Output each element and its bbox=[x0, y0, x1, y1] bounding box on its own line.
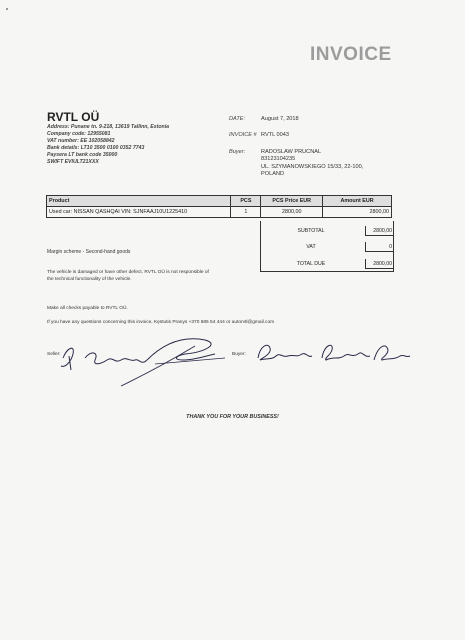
total-row bbox=[261, 259, 393, 269]
invoice-number-label: INVOICE # bbox=[229, 132, 257, 138]
buyer-id: 83123104235 bbox=[261, 156, 296, 163]
disclaimer bbox=[47, 269, 209, 283]
buyer-street: UL. SZYMANOWSKIEGO 15/33, 22-100, bbox=[261, 163, 364, 170]
bank-name: Paysera LT bank code 35000 bbox=[47, 152, 118, 159]
cell-product: Used car: NISSAN QASHQAI VIN: SJNFAAJ10U1225410 bbox=[47, 207, 231, 218]
buyer-label: Buyer: bbox=[229, 149, 246, 155]
header-pcs: PCS bbox=[231, 196, 261, 207]
table-header-row bbox=[47, 196, 392, 207]
checks-payable-note: Make all checks payable to RVTL OÜ. bbox=[47, 306, 128, 311]
disclaimer-line-1: The vehicle is damaged or have other defect. RVTL OÜ is not responsible of bbox=[47, 270, 209, 275]
seller-signature-label: Seller: bbox=[47, 352, 61, 357]
items-table bbox=[46, 195, 392, 218]
vat-value: 0 bbox=[365, 242, 393, 252]
company-details bbox=[47, 124, 227, 167]
header-price: PCS Price EUR bbox=[261, 196, 323, 207]
buyer-details bbox=[261, 149, 363, 179]
bank-details: Bank details: LT10 3500 0100 0352 7743 bbox=[47, 145, 145, 152]
buyer-signature bbox=[254, 336, 414, 372]
buyer-country: POLAND bbox=[261, 171, 285, 178]
company-name: RVTL OÜ bbox=[47, 110, 100, 124]
scan-speck bbox=[6, 8, 8, 10]
total-value: 2800,00 bbox=[365, 259, 393, 269]
invoice-number-value: RVTL 0043 bbox=[261, 132, 289, 138]
company-code: Company code: 12955081 bbox=[47, 131, 111, 138]
cell-price: 2800,00 bbox=[261, 207, 323, 218]
buyer-signature-label: Buyer: bbox=[232, 352, 246, 357]
subtotal-value: 2800,00 bbox=[365, 226, 393, 236]
header-amount: Amount EUR bbox=[323, 196, 392, 207]
subtotal-label: SUBTOTAL bbox=[297, 228, 325, 234]
subtotal-row bbox=[261, 226, 393, 236]
date-value: August 7, 2018 bbox=[261, 116, 299, 122]
vat-row bbox=[261, 242, 393, 252]
invoice-title: INVOICE bbox=[310, 44, 392, 65]
totals-box bbox=[260, 221, 394, 272]
thank-you-note: THANK YOU FOR YOUR BUSINESS! bbox=[186, 414, 279, 420]
company-address: Address: Punane tn. 9-218, 13619 Tallinn, Estonia bbox=[47, 124, 170, 130]
seller-signature bbox=[55, 330, 235, 390]
questions-note: If you have any questions concerning this invoice, Kęstutis Pranys +370 685 54 444 or autorvtl@gmail.com bbox=[47, 320, 275, 325]
disclaimer-line-2: the technical functionality of the vehicle. bbox=[47, 277, 132, 282]
total-label: TOTAL DUE bbox=[296, 261, 326, 267]
header-product: Product bbox=[47, 196, 231, 207]
table-row bbox=[47, 207, 392, 218]
vat-number: VAT number: EE 102058842 bbox=[47, 138, 115, 145]
date-label: DATE: bbox=[229, 116, 246, 122]
margin-scheme-note: Margin scheme - Second-hand goods bbox=[47, 249, 131, 255]
buyer-name: RADOSLAW PRUCNAL bbox=[261, 149, 322, 155]
cell-amount: 2800,00 bbox=[323, 207, 392, 218]
swift-code: SWIFT EVIULT21XXX bbox=[47, 159, 99, 166]
cell-pcs: 1 bbox=[231, 207, 261, 218]
vat-label: VAT bbox=[306, 244, 316, 250]
